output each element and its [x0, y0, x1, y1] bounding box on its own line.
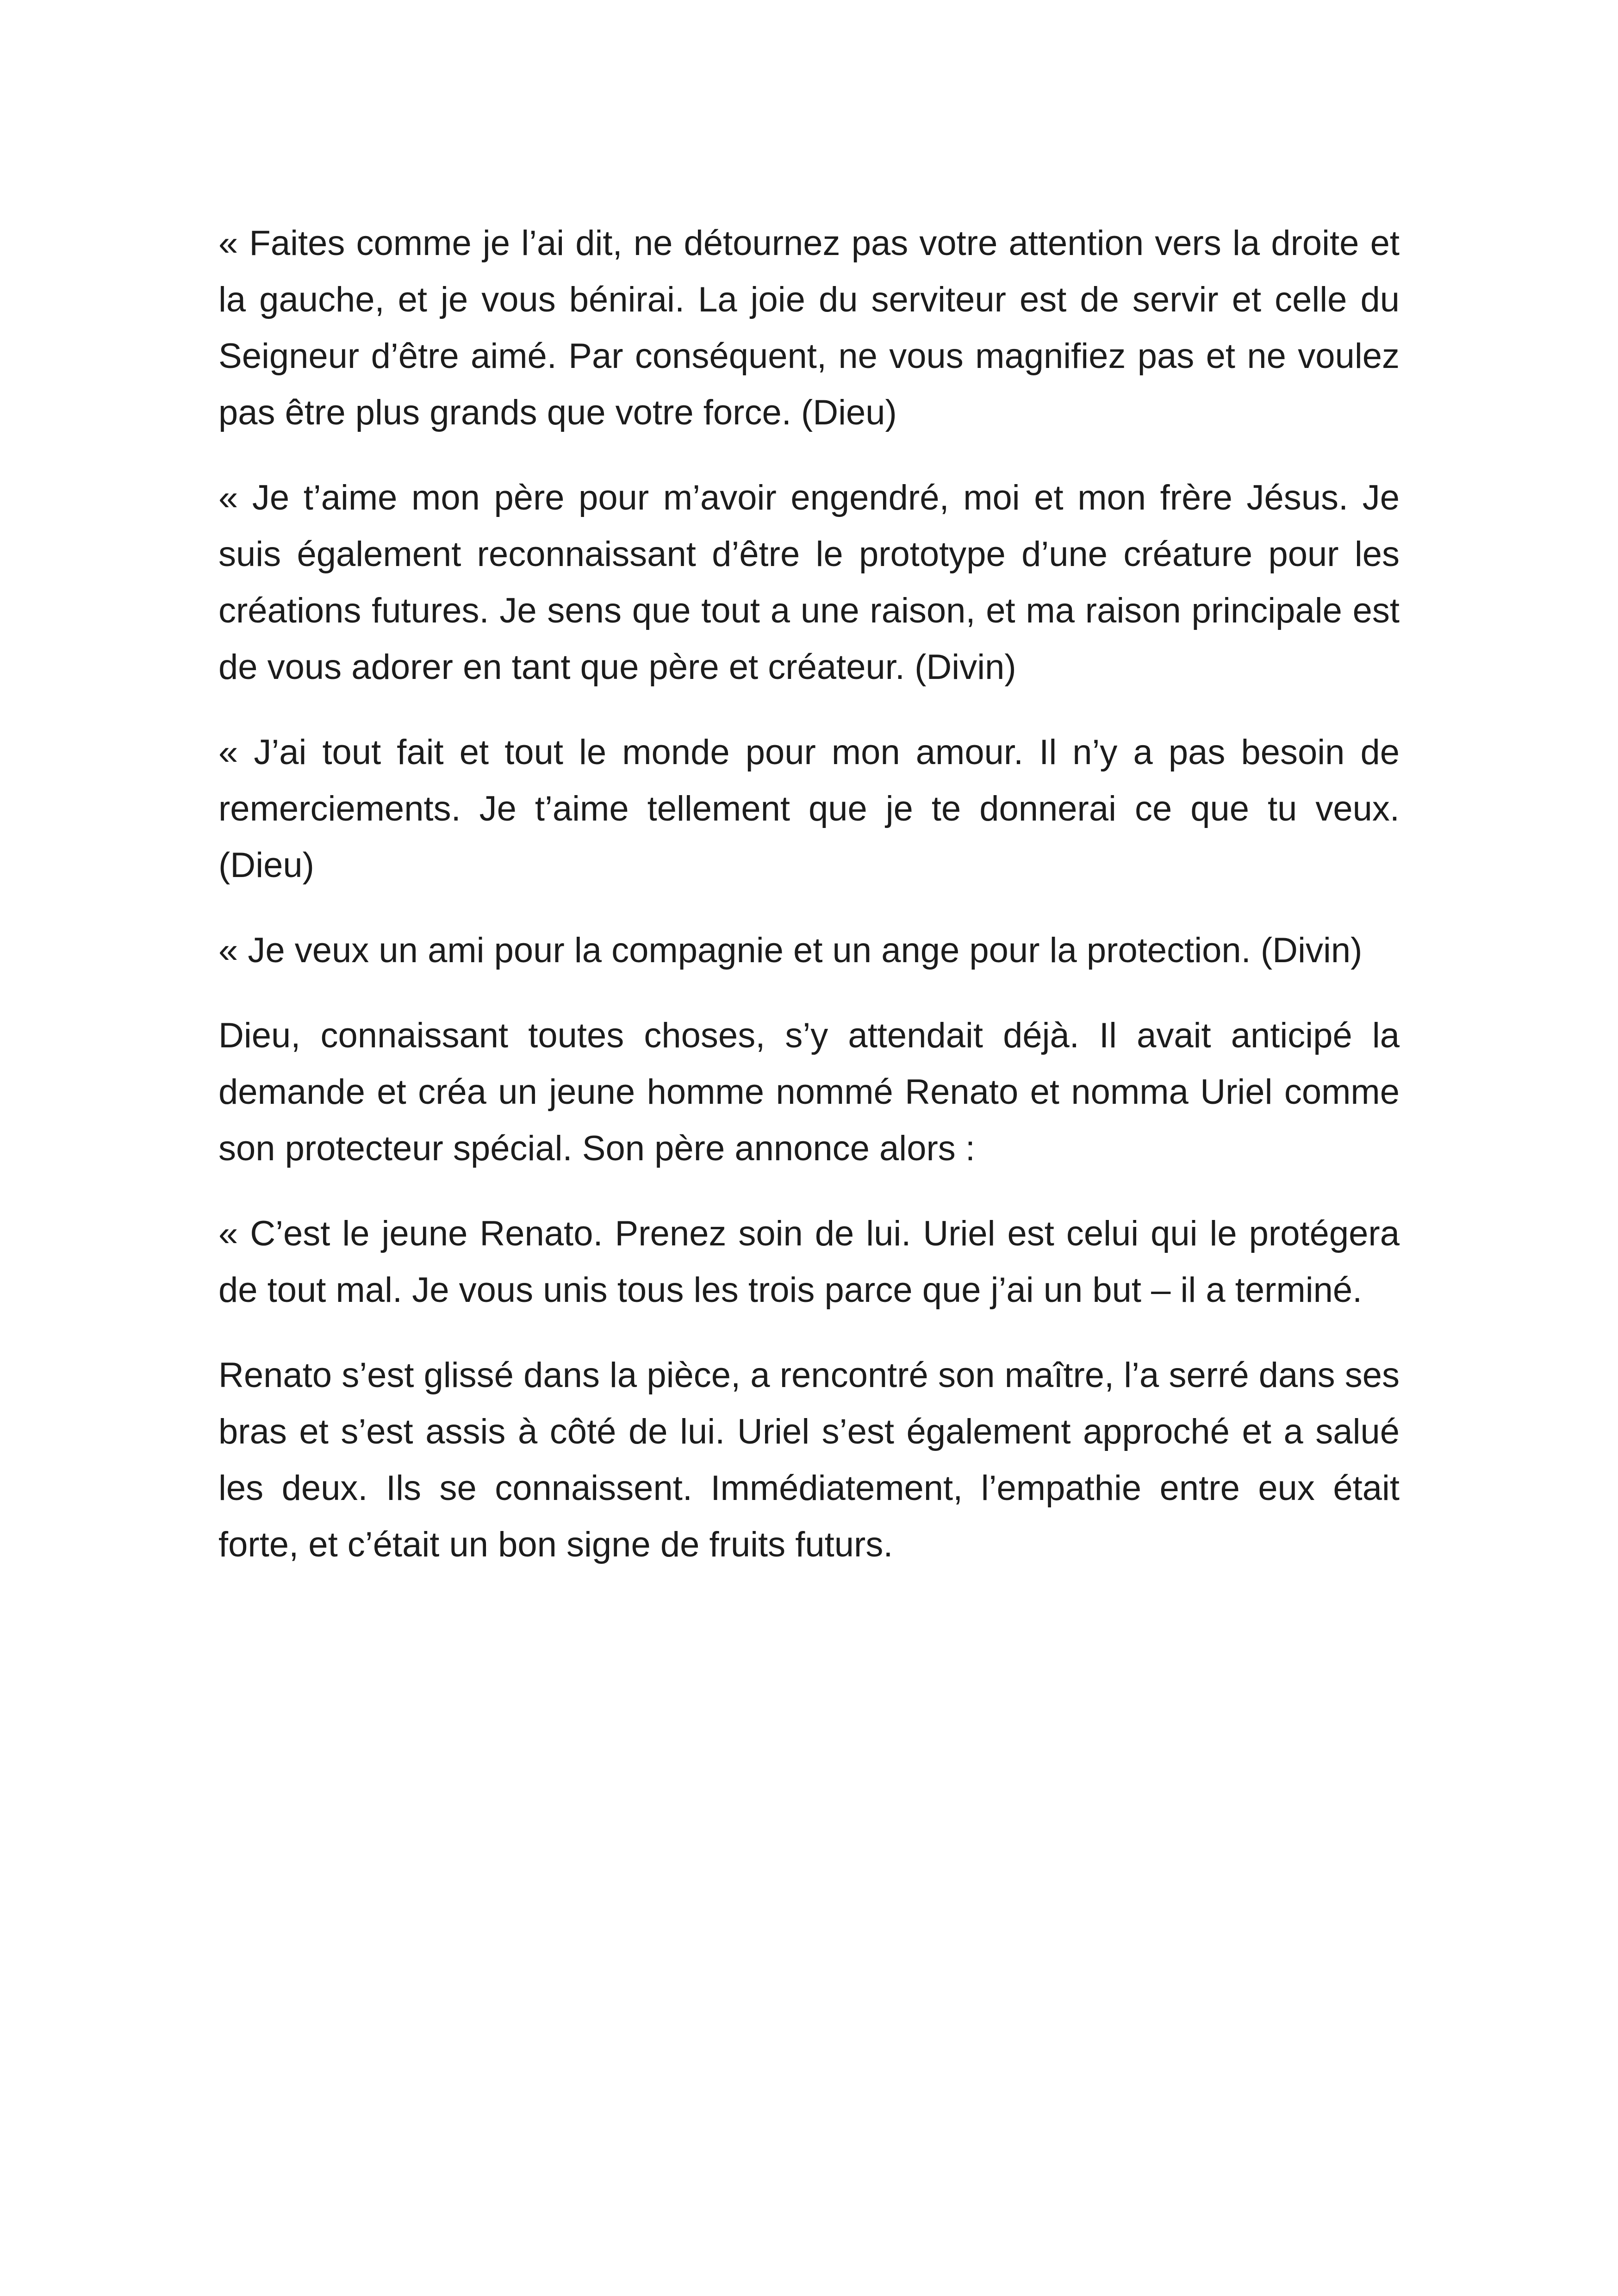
document-body	[218, 215, 1400, 1602]
paragraph-6: « C’est le jeune Renato. Prenez soin de lui. Uriel est celui qui le protégera de tout mal. Je vous unis tous les trois parce que j’ai un but – il a terminé.	[218, 1214, 1400, 1310]
paragraph-3: « J’ai tout fait et tout le monde pour mon amour. Il n’y a pas besoin de remerciements. Je t’aime tellement que je te donnerai ce que tu veux. (Dieu)	[218, 733, 1400, 885]
paragraph-1: « Faites comme je l’ai dit, ne détournez pas votre attention vers la droite et la gauche, et je vous bénirai. La joie du serviteur est de servir et celle du Seigneur d’être aimé. Par conséquent, ne vous magnifiez pas et ne voulez pas être plus grands que votre force. (Dieu)	[218, 224, 1400, 432]
paragraph-4: « Je veux un ami pour la compagnie et un ange pour la protection. (Divin)	[218, 931, 1363, 970]
paragraph-7: Renato s’est glissé dans la pièce, a rencontré son maître, l’a serré dans ses bras et s’est assis à côté de lui. Uriel s’est également approché et a salué les deux. Ils se connaissent. Immédiatement, l’empathie entre eux était forte, et c’était un bon signe de fruits futurs.	[218, 1356, 1400, 1564]
paragraph-2: « Je t’aime mon père pour m’avoir engendré, moi et mon frère Jésus. Je suis également reconnaissant d’être le prototype d’une créature pour les créations futures. Je sens que tout a une raison, et ma raison principale est de vous adorer en tant que père et créateur. (Divin)	[218, 478, 1400, 687]
paragraph-5: Dieu, connaissant toutes choses, s’y attendait déjà. Il avait anticipé la demande et créa un jeune homme nommé Renato et nomma Uriel comme son protecteur spécial. Son père annonce alors :	[218, 1016, 1400, 1168]
